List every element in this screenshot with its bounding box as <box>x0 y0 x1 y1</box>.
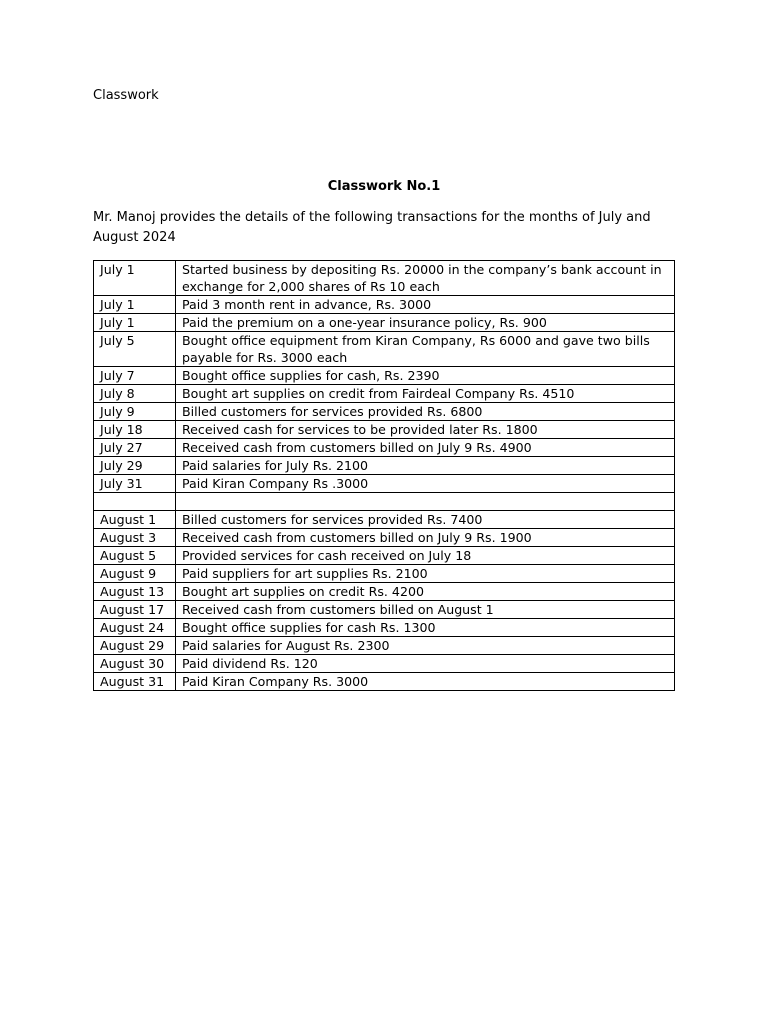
table-row <box>94 619 675 637</box>
transaction-date-cell: August 1 <box>94 511 176 529</box>
transaction-date-cell: July 1 <box>94 296 176 314</box>
transaction-date-cell: August 24 <box>94 619 176 637</box>
transaction-description-cell: Paid dividend Rs. 120 <box>176 655 675 673</box>
table-row <box>94 475 675 493</box>
table-row <box>94 332 675 367</box>
table-row <box>94 547 675 565</box>
table-row <box>94 314 675 332</box>
transaction-description-cell: Bought office supplies for cash Rs. 1300 <box>176 619 675 637</box>
transactions-table <box>93 260 675 691</box>
transaction-description-cell <box>176 493 675 511</box>
transaction-date-cell: August 30 <box>94 655 176 673</box>
page-header-label: Classwork <box>93 88 159 103</box>
transaction-date-cell: July 27 <box>94 439 176 457</box>
table-row <box>94 261 675 296</box>
transaction-description-cell: Started business by depositing Rs. 20000 in the company’s bank account in exchange for 2,000 shares of Rs 10 each <box>176 261 675 296</box>
transaction-description-cell: Billed customers for services provided Rs. 6800 <box>176 403 675 421</box>
transaction-date-cell: July 9 <box>94 403 176 421</box>
transaction-date-cell: July 29 <box>94 457 176 475</box>
transaction-description-cell: Received cash from customers billed on August 1 <box>176 601 675 619</box>
transaction-date-cell: July 8 <box>94 385 176 403</box>
transaction-date-cell: July 5 <box>94 332 176 367</box>
transaction-description-cell: Received cash from customers billed on July 9 Rs. 1900 <box>176 529 675 547</box>
table-row <box>94 529 675 547</box>
table-row <box>94 583 675 601</box>
transaction-description-cell: Billed customers for services provided Rs. 7400 <box>176 511 675 529</box>
intro-paragraph: Mr. Manoj provides the details of the following transactions for the months of July and August 2024 <box>93 210 651 245</box>
table-row <box>94 367 675 385</box>
transaction-description-cell: Paid 3 month rent in advance, Rs. 3000 <box>176 296 675 314</box>
table-row <box>94 439 675 457</box>
table-row <box>94 385 675 403</box>
table-row <box>94 403 675 421</box>
table-row <box>94 637 675 655</box>
transaction-description-cell: Paid Kiran Company Rs. 3000 <box>176 673 675 691</box>
transaction-date-cell: August 5 <box>94 547 176 565</box>
transaction-description-cell: Bought art supplies on credit from Fairdeal Company Rs. 4510 <box>176 385 675 403</box>
transaction-date-cell: August 9 <box>94 565 176 583</box>
transaction-date-cell: July 1 <box>94 261 176 296</box>
transaction-description-cell: Paid suppliers for art supplies Rs. 2100 <box>176 565 675 583</box>
transactions-table-body <box>94 261 675 691</box>
transaction-description-cell: Paid the premium on a one-year insurance policy, Rs. 900 <box>176 314 675 332</box>
transaction-date-cell: August 31 <box>94 673 176 691</box>
transaction-date-cell: August 3 <box>94 529 176 547</box>
table-row <box>94 655 675 673</box>
table-row <box>94 511 675 529</box>
transaction-description-cell: Bought office supplies for cash, Rs. 2390 <box>176 367 675 385</box>
transaction-date-cell: August 17 <box>94 601 176 619</box>
table-row <box>94 565 675 583</box>
transaction-date-cell: July 1 <box>94 314 176 332</box>
transaction-date-cell: August 13 <box>94 583 176 601</box>
page-title: Classwork No.1 <box>327 179 441 194</box>
transaction-description-cell: Paid salaries for August Rs. 2300 <box>176 637 675 655</box>
transaction-description-cell: Bought art supplies on credit Rs. 4200 <box>176 583 675 601</box>
table-row <box>94 493 675 511</box>
transaction-description-cell: Received cash from customers billed on July 9 Rs. 4900 <box>176 439 675 457</box>
transaction-date-cell <box>94 493 176 511</box>
table-row <box>94 601 675 619</box>
table-row <box>94 421 675 439</box>
table-row <box>94 457 675 475</box>
transaction-date-cell: July 31 <box>94 475 176 493</box>
transaction-date-cell: July 7 <box>94 367 176 385</box>
transaction-description-cell: Paid Kiran Company Rs .3000 <box>176 475 675 493</box>
transaction-description-cell: Bought office equipment from Kiran Company, Rs 6000 and gave two bills payable for Rs. 3000 each <box>176 332 675 367</box>
transaction-date-cell: August 29 <box>94 637 176 655</box>
transaction-description-cell: Received cash for services to be provided later Rs. 1800 <box>176 421 675 439</box>
transaction-date-cell: July 18 <box>94 421 176 439</box>
table-row <box>94 673 675 691</box>
transaction-description-cell: Provided services for cash received on July 18 <box>176 547 675 565</box>
transaction-description-cell: Paid salaries for July Rs. 2100 <box>176 457 675 475</box>
table-row <box>94 296 675 314</box>
